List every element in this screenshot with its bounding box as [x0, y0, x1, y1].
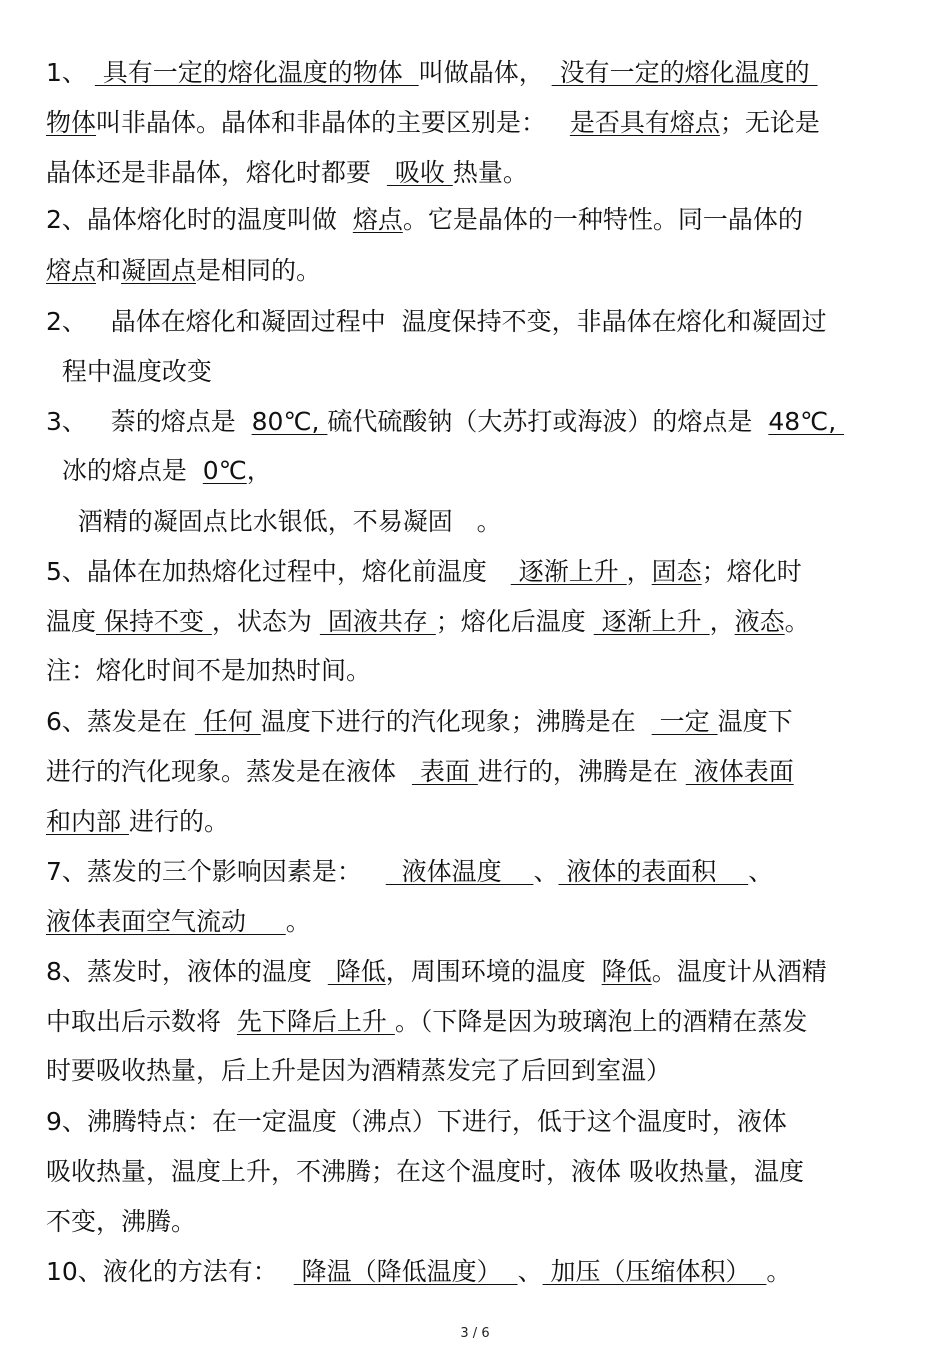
answer-blank: 先下降后上升: [236, 1007, 395, 1036]
text-segment: ，: [246, 456, 272, 485]
text-line: [46, 805, 229, 839]
answer-blank: 0℃: [202, 456, 247, 485]
text-segment: ，: [709, 607, 735, 636]
answer-blank: 吸收: [386, 158, 453, 187]
text-segment: 冰的熔点是: [46, 456, 203, 485]
text-segment: 、: [533, 857, 559, 886]
text-line: [46, 355, 212, 389]
answer-blank: 凝固点: [121, 256, 197, 285]
text-segment: 。温度计从酒精: [651, 957, 827, 986]
text-segment: 。: [766, 1257, 792, 1286]
answer-blank: 80℃,: [251, 407, 328, 436]
text-line: [46, 106, 820, 140]
text-segment: 、: [517, 1257, 543, 1286]
text-segment: 热量。: [452, 158, 528, 187]
text-line: [46, 555, 802, 589]
text-line: [46, 56, 818, 90]
text-line: [46, 1054, 671, 1088]
text-segment: 叫做晶体，: [418, 58, 552, 87]
text-segment: ，状态为: [211, 607, 320, 636]
text-segment: ；熔化时: [701, 557, 802, 586]
text-line: [46, 1205, 196, 1239]
text-line: [46, 454, 272, 488]
text-segment: 程中温度改变: [46, 357, 212, 386]
text-segment: 2、晶体熔化时的温度叫做: [46, 205, 353, 234]
text-segment: 和: [96, 256, 122, 285]
text-segment: 。: [784, 607, 810, 636]
text-segment: 5、晶体在加热熔化过程中，熔化前温度: [46, 557, 511, 586]
page-number: 3 / 6: [460, 1326, 490, 1341]
text-line: [46, 955, 827, 989]
text-segment: 进行的汽化现象。蒸发是在液体: [46, 757, 412, 786]
answer-blank: 降温（降低温度）: [293, 1257, 518, 1286]
text-line: [46, 305, 827, 339]
text-segment: 。（下降是因为玻璃泡上的酒精在蒸发: [394, 1007, 808, 1036]
answer-blank: 液体的表面积: [558, 857, 749, 886]
answer-blank: 固态: [651, 557, 702, 586]
answer-blank: 和内部: [46, 807, 129, 836]
text-line: [46, 405, 844, 439]
text-line: [46, 905, 311, 939]
answer-blank: 保持不变: [96, 607, 212, 636]
answer-blank: 物体: [46, 108, 97, 137]
text-line: [46, 1255, 791, 1289]
answer-blank: 没有一定的熔化温度的: [551, 58, 818, 87]
text-segment: 注：熔化时间不是加热时间。: [46, 656, 372, 685]
text-segment: 是相同的。: [196, 256, 322, 285]
text-segment: 酒精的凝固点比水银低，不易凝固 。: [46, 507, 502, 536]
text-line: [46, 156, 528, 190]
text-line: [46, 755, 794, 789]
answer-blank: 表面: [411, 757, 478, 786]
text-line: [46, 1155, 804, 1189]
text-segment: ；无论是: [719, 108, 820, 137]
text-line: [46, 505, 502, 539]
answer-blank: 固液共存: [319, 607, 436, 636]
answer-blank: 具有一定的熔化温度的物体: [94, 58, 419, 87]
answer-blank: 48℃,: [768, 407, 845, 436]
text-segment: 温度: [46, 607, 97, 636]
text-line: [46, 654, 371, 688]
text-segment: 时要吸收热量，后上升是因为酒精蒸发完了后回到室温）: [46, 1056, 672, 1085]
text-segment: 。它是晶体的一种特性。同一晶体的: [402, 205, 803, 234]
text-segment: 吸收热量，温度上升，不沸腾；在这个温度时，液体 吸收热量，温度: [46, 1157, 804, 1186]
answer-blank: 降低: [601, 957, 652, 986]
text-segment: 1、: [46, 58, 95, 87]
text-segment: 中取出后示数将: [46, 1007, 237, 1036]
text-line: [46, 705, 793, 739]
answer-blank: 液体温度: [385, 857, 534, 886]
answer-blank: 逐渐上升: [593, 607, 710, 636]
text-segment: 。: [285, 907, 311, 936]
answer-blank: 液体表面空气流动: [46, 907, 286, 936]
answer-blank: 加压（压缩体积）: [542, 1257, 767, 1286]
answer-blank: 熔点: [46, 256, 97, 285]
answer-blank: 是否具有熔点: [569, 108, 720, 137]
text-segment: 进行的，沸腾是在: [477, 757, 686, 786]
text-line: [46, 855, 773, 889]
text-segment: 温度下: [717, 707, 793, 736]
answer-blank: 液态: [734, 607, 785, 636]
answer-blank: 液体表面: [685, 757, 794, 786]
text-segment: ，周围环境的温度: [385, 957, 602, 986]
text-segment: 6、蒸发是在: [46, 707, 195, 736]
text-segment: 3、 萘的熔点是: [46, 407, 252, 436]
text-segment: 不变，沸腾。: [46, 1207, 197, 1236]
text-segment: 晶体还是非晶体，熔化时都要: [46, 158, 387, 187]
text-segment: ；熔化后温度: [435, 607, 594, 636]
answer-blank: 降低: [327, 957, 386, 986]
text-segment: 进行的。: [128, 807, 229, 836]
text-line: [46, 605, 810, 639]
text-segment: ，: [626, 557, 652, 586]
text-segment: 叫非晶体。晶体和非晶体的主要区别是：: [96, 108, 570, 137]
text-segment: 10、液化的方法有：: [46, 1257, 294, 1286]
text-line: [46, 254, 321, 288]
text-segment: 9、沸腾特点：在一定温度（沸点）下进行，低于这个温度时，液体: [46, 1107, 787, 1136]
answer-blank: 熔点: [352, 205, 403, 234]
text-line: [46, 1105, 787, 1139]
text-segment: 硫代硫酸钠（大苏打或海波）的熔点是: [327, 407, 769, 436]
text-line: [46, 203, 803, 237]
text-segment: 8、蒸发时，液体的温度: [46, 957, 328, 986]
text-line: [46, 1005, 807, 1039]
answer-blank: 任何: [194, 707, 261, 736]
text-segment: 温度下进行的汽化现象；沸腾是在: [260, 707, 652, 736]
text-segment: 、: [748, 857, 774, 886]
text-segment: 7、蒸发的三个影响因素是：: [46, 857, 386, 886]
answer-blank: 逐渐上升: [510, 557, 627, 586]
text-segment: 2、 晶体在熔化和凝固过程中 温度保持不变，非晶体在熔化和凝固过: [46, 307, 827, 336]
answer-blank: 一定: [651, 707, 718, 736]
